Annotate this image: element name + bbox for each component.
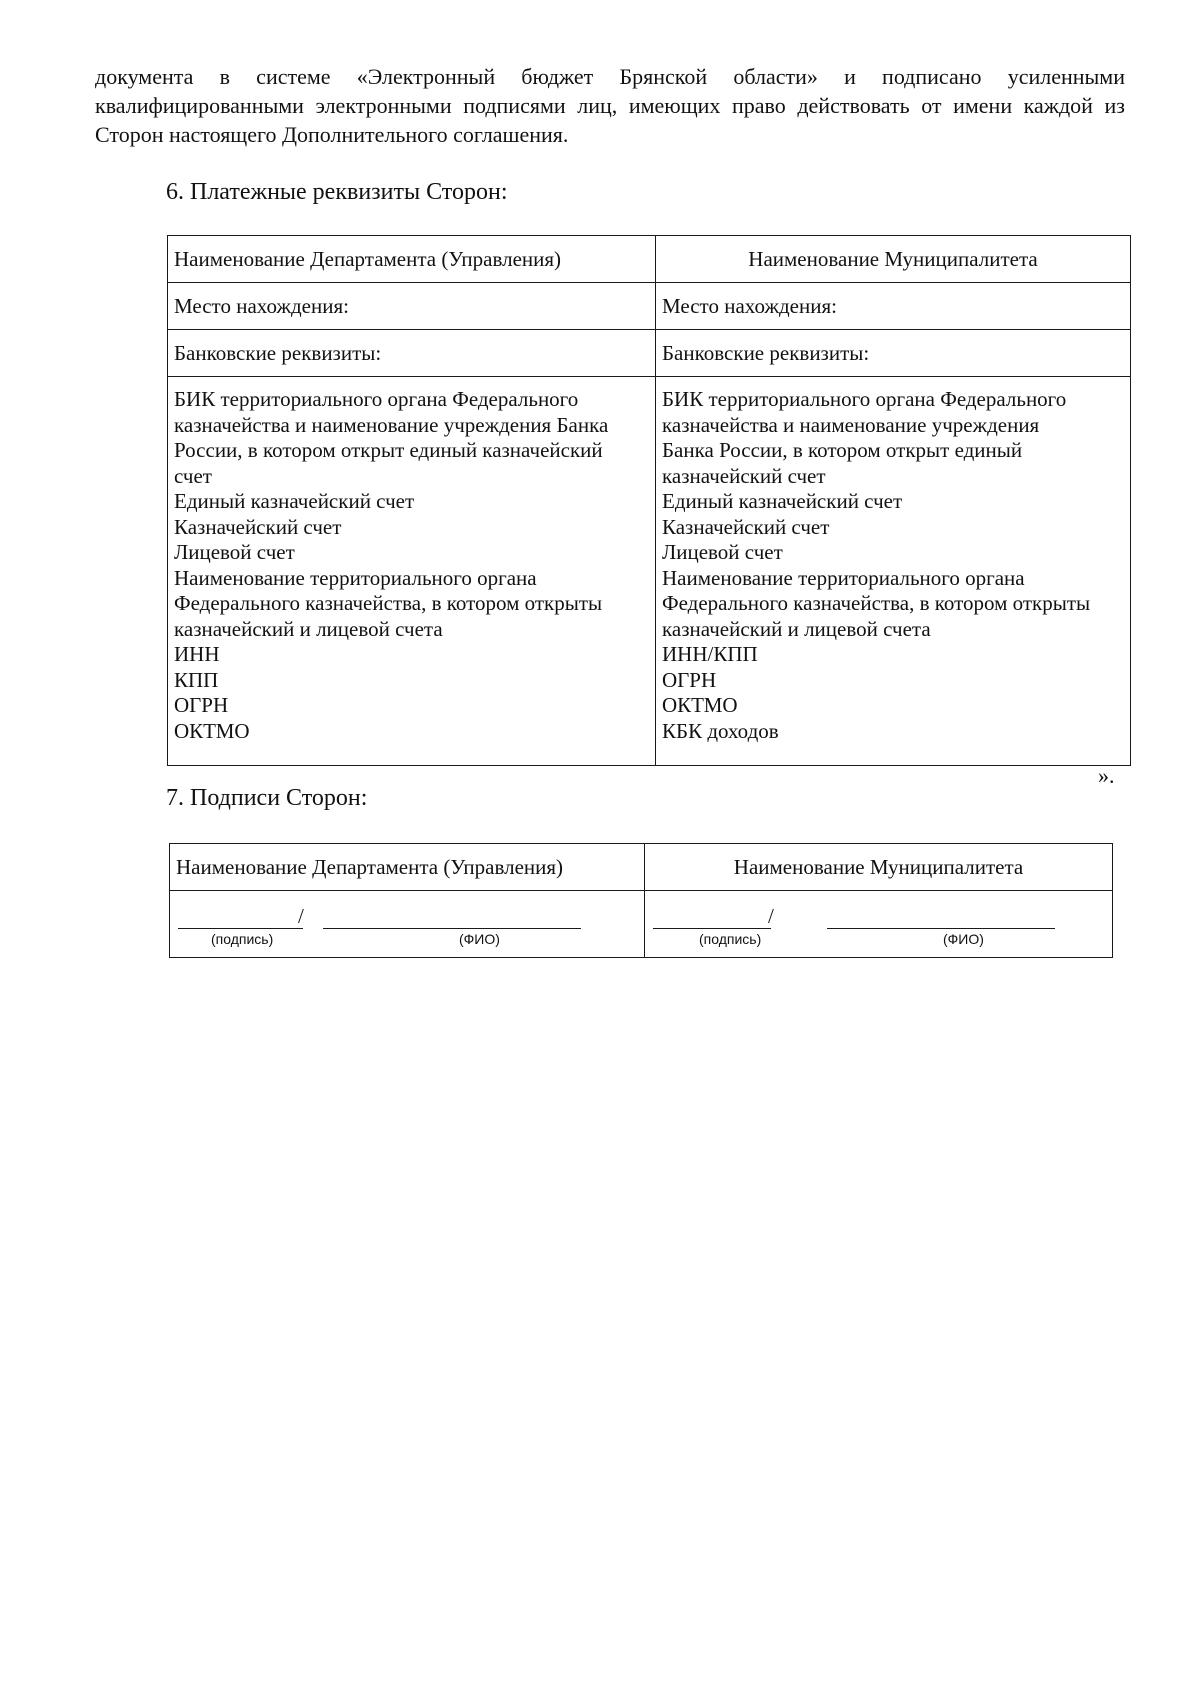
details-line: счет — [174, 463, 212, 488]
details-line: Единый казначейский счет — [174, 489, 415, 513]
details-line: ОКТМО — [662, 693, 738, 717]
details-line: казначейский счет — [662, 463, 826, 488]
details-line: ОГРН — [174, 693, 229, 717]
location-row — [168, 283, 1131, 330]
payment-details-table — [167, 235, 1131, 766]
department-name-header: Наименование Департамента (Управления) — [168, 236, 656, 283]
municipality-location-label: Место нахождения: — [656, 283, 1131, 330]
section-6-heading: 6. Платежные реквизиты Сторон: — [166, 179, 508, 205]
signature-department-header: Наименование Департамента (Управления) — [170, 844, 645, 891]
details-line: Наименование территориального органа — [174, 565, 537, 590]
signature-caption: (подпись) — [211, 931, 274, 947]
signature-caption: (подпись) — [699, 931, 762, 947]
details-line: БИК территориального органа Федерального — [662, 387, 1067, 411]
details-row — [168, 377, 1131, 766]
signature-municipality-header: Наименование Муниципалитета — [645, 844, 1113, 891]
municipality-details-cell — [656, 377, 1131, 766]
details-line: Казначейский счет — [662, 514, 830, 539]
details-line: Наименование территориального органа — [662, 565, 1025, 590]
intro-paragraph: документа в системе «Электронный бюджет Брянской области» и подписано усиленными квалифицированными электронными подписями лиц, имеющих право действовать от имени каждой из Сторон настоящего Дополнительного соглашения. — [95, 64, 1125, 147]
details-line: Казначейский счет — [174, 514, 342, 539]
details-line: Лицевой счет — [662, 540, 783, 564]
payment-header-row — [168, 236, 1131, 283]
signatures-header-row — [170, 844, 1113, 891]
details-line: казначейства и наименование учреждения — [662, 412, 1040, 437]
details-line: Единый казначейский счет — [662, 489, 903, 513]
name-line — [827, 928, 1055, 929]
department-details-cell — [168, 377, 656, 766]
signature-slash: / — [768, 904, 774, 928]
name-caption: (ФИО) — [459, 931, 500, 947]
details-line: ОКТМО — [174, 718, 250, 743]
details-line: казначейский и лицевой счета — [662, 616, 931, 641]
details-line: ИНН/КПП — [662, 642, 758, 666]
name-line — [323, 928, 581, 929]
details-line: России, в котором открыт единый казначейский — [174, 438, 603, 462]
municipality-signature-cell — [645, 891, 1113, 958]
section-7-heading: 7. Подписи Сторон: — [166, 785, 368, 811]
department-details-list — [174, 387, 649, 744]
bank-row — [168, 330, 1131, 377]
closing-quote: ». — [1098, 763, 1115, 788]
department-signature-block — [176, 891, 638, 957]
signature-line — [653, 928, 771, 929]
department-signature-cell — [170, 891, 645, 958]
details-line: Федерального казначейства, в котором открыты — [174, 591, 603, 615]
details-line: ИНН — [174, 642, 220, 666]
department-bank-label: Банковские реквизиты: — [168, 330, 656, 377]
details-line: БИК территориального органа Федерального — [174, 387, 579, 411]
details-line: Федерального казначейства, в котором открыты — [662, 591, 1091, 615]
details-line: КПП — [174, 667, 219, 692]
details-line: казначейский и лицевой счета — [174, 616, 443, 641]
signatures-table — [169, 843, 1113, 958]
details-line: КБК доходов — [662, 718, 779, 743]
signature-line — [178, 928, 303, 929]
details-line: казначейства и наименование учреждения Банка — [174, 412, 609, 437]
municipality-bank-label: Банковские реквизиты: — [656, 330, 1131, 377]
municipality-signature-block — [651, 891, 1106, 957]
name-caption: (ФИО) — [943, 931, 984, 947]
details-line: Лицевой счет — [174, 540, 295, 564]
signature-slash: / — [298, 904, 304, 928]
department-location-label: Место нахождения: — [168, 283, 656, 330]
municipality-name-header: Наименование Муниципалитета — [656, 236, 1131, 283]
details-line: Банка России, в котором открыт единый — [662, 438, 1023, 462]
signatures-row — [170, 891, 1113, 958]
municipality-details-list — [662, 387, 1124, 744]
details-line: ОГРН — [662, 667, 717, 692]
